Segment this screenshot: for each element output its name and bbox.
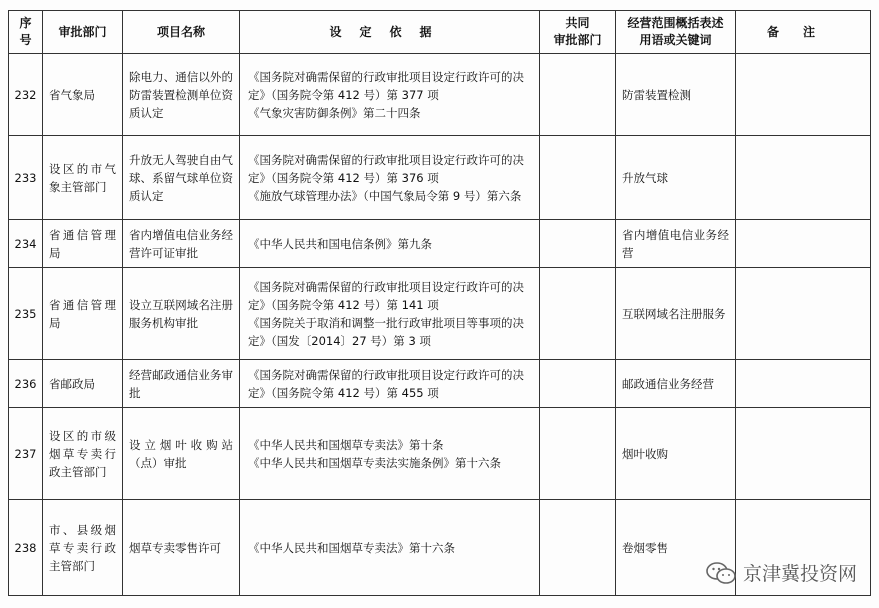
joint-dept-cell: [540, 408, 616, 500]
table-row: [9, 408, 871, 500]
row-number-cell: 237: [9, 408, 43, 500]
basis-cell: [240, 54, 540, 136]
row-number-cell: 233: [9, 136, 43, 220]
item-name-cell: 除电力、通信以外的防雷装置检测单位资质认定: [123, 54, 240, 136]
remark-cell: [736, 136, 871, 220]
joint-dept-cell: [540, 136, 616, 220]
scope-cell: 烟叶收购: [616, 408, 736, 500]
table-row: [9, 220, 871, 268]
header-scope: [616, 11, 736, 54]
table-row: [9, 268, 871, 360]
header-joint-line-1: 共同: [565, 16, 590, 30]
watermark-text: 京津冀投资网: [742, 563, 857, 585]
row-number-cell: 236: [9, 360, 43, 408]
table-row: [9, 54, 871, 136]
scope-cell: 邮政通信业务经营: [616, 360, 736, 408]
basis-line: 定》（国务院令第 412 号）第 376 项: [248, 170, 439, 185]
dept-cell: 省气象局: [43, 54, 123, 136]
remark-cell: [736, 268, 871, 360]
dept-cell: 省通信管理局: [43, 220, 123, 268]
basis-line: 定》（国务院令第 412 号）第 377 项: [248, 87, 439, 102]
joint-dept-cell: [540, 268, 616, 360]
basis-line: 《中华人民共和国烟草专卖法》第十条: [248, 437, 444, 452]
header-basis-text: 设定依据: [329, 24, 450, 39]
dept-cell: 设区的市气象主管部门: [43, 136, 123, 220]
row-number-cell: 235: [9, 268, 43, 360]
basis-cell: [240, 220, 540, 268]
item-name-cell: 设立互联网域名注册服务机构审批: [123, 268, 240, 360]
header-scope-line-2: 用语或关键词: [639, 33, 712, 47]
header-dept: 审批部门: [43, 11, 123, 54]
basis-line: 《中华人民共和国电信条例》第九条: [248, 236, 432, 251]
wechat-icon: [705, 561, 737, 585]
joint-dept-cell: [540, 54, 616, 136]
basis-line: 《气象灾害防御条例》第二十四条: [248, 105, 421, 120]
basis-line: 定》（国发〔2014〕27 号）第 3 项: [248, 333, 431, 348]
basis-line: 定》（国务院令第 412 号）第 455 项: [248, 385, 439, 400]
basis-line: 《国务院对确需保留的行政审批项目设定行政许可的决: [248, 69, 524, 84]
header-basis: [240, 11, 540, 54]
dept-cell: 设区的市级烟草专卖行政主管部门: [43, 408, 123, 500]
item-name-cell: 经营邮政通信业务审批: [123, 360, 240, 408]
joint-dept-cell: [540, 220, 616, 268]
scope-cell: 升放气球: [616, 136, 736, 220]
remark-cell: [736, 408, 871, 500]
basis-line: 定》（国务院令第 412 号）第 141 项: [248, 297, 439, 312]
table-row: [9, 360, 871, 408]
scope-cell: 防雷装置检测: [616, 54, 736, 136]
row-number-cell: 232: [9, 54, 43, 136]
basis-cell: [240, 268, 540, 360]
header-remark: [736, 11, 871, 54]
basis-line: 《中华人民共和国烟草专卖法实施条例》第十六条: [248, 455, 501, 470]
basis-line: 《施放气球管理办法》（中国气象局令第 9 号）第六条: [248, 188, 522, 203]
header-remark-text: 备注: [766, 24, 839, 39]
header-joint: [540, 11, 616, 54]
basis-line: 《国务院对确需保留的行政审批项目设定行政许可的决: [248, 152, 524, 167]
item-name-cell: 设立烟叶收购站（点）审批: [123, 408, 240, 500]
scope-cell: 卷烟零售: [616, 500, 736, 596]
basis-line: 《国务院关于取消和调整一批行政审批项目等事项的决: [248, 315, 524, 330]
basis-cell: [240, 136, 540, 220]
basis-line: 《中华人民共和国烟草专卖法》第十六条: [248, 540, 455, 555]
joint-dept-cell: [540, 500, 616, 596]
dept-cell: 省通信管理局: [43, 268, 123, 360]
dept-cell: 市、县级烟草专卖行政主管部门: [43, 500, 123, 596]
item-name-cell: 升放无人驾驶自由气球、系留气球单位资质认定: [123, 136, 240, 220]
table-row: [9, 136, 871, 220]
approval-items-table: [8, 10, 871, 596]
dept-cell: 省邮政局: [43, 360, 123, 408]
basis-cell: [240, 360, 540, 408]
row-number-cell: 238: [9, 500, 43, 596]
scope-cell: 省内增值电信业务经营: [616, 220, 736, 268]
header-name: 项目名称: [123, 11, 240, 54]
basis-line: 《国务院对确需保留的行政审批项目设定行政许可的决: [248, 367, 524, 382]
row-number-cell: 234: [9, 220, 43, 268]
basis-cell: [240, 500, 540, 596]
header-scope-line-1: 经营范围概括表述: [627, 16, 724, 30]
item-name-cell: 烟草专卖零售许可: [123, 500, 240, 596]
remark-cell: [736, 54, 871, 136]
header-joint-line-2: 审批部门: [553, 33, 602, 47]
joint-dept-cell: [540, 360, 616, 408]
header-no: 序号: [9, 11, 43, 54]
remark-cell: [736, 220, 871, 268]
watermark: [705, 559, 857, 586]
basis-line: 《国务院对确需保留的行政审批项目设定行政许可的决: [248, 279, 524, 294]
header-row: [9, 11, 871, 54]
remark-cell: [736, 360, 871, 408]
basis-cell: [240, 408, 540, 500]
scope-cell: 互联网域名注册服务: [616, 268, 736, 360]
item-name-cell: 省内增值电信业务经营许可证审批: [123, 220, 240, 268]
